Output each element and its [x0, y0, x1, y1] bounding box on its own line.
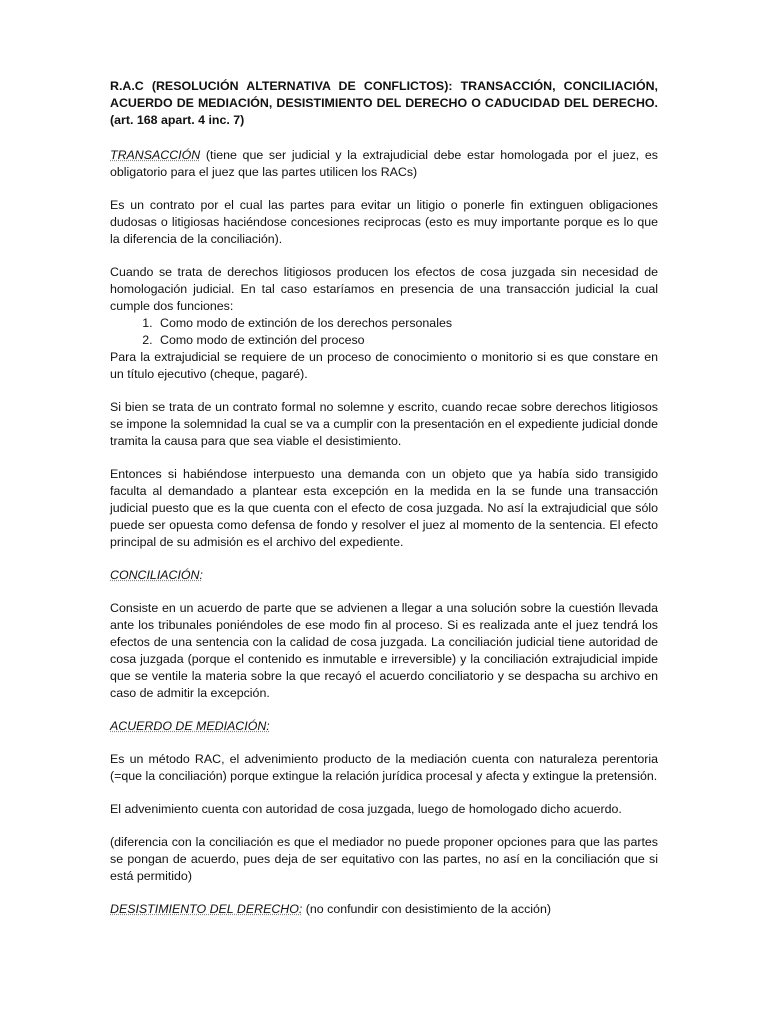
desistimiento-section: [110, 901, 658, 918]
transaccion-functions-list: [110, 315, 658, 349]
transaccion-intro: [110, 147, 658, 181]
list-item: 1. Como modo de extinción de los derechos personales: [156, 315, 658, 332]
mediacion-paragraph-2: El advenimiento cuenta con autoridad de cosa juzgada, luego de homologado dicho acuerdo.: [110, 802, 622, 816]
transaccion-paragraph-5: Entonces si habiéndose interpuesto una demanda con un objeto que ya había sido transigido faculta al demandado a plantear esta excepción en la medida en la se funde una transacción judicial puesto que es la que cuenta con el efecto de cosa juzgada. No así la extrajudicial que sólo puede ser opuesta como defensa de fondo y resolver el juez al momento de la sentencia. El efecto principal de su admisión es el archivo del expediente.: [110, 467, 658, 549]
conciliacion-section: [110, 567, 658, 584]
transaccion-note: (tiene que ser judicial y la extrajudicial debe estar homologada por el juez, es obligatorio para el juez que las partes utilicen los RACs): [110, 148, 658, 179]
transaccion-paragraph-4: Si bien se trata de un contrato formal no solemne y escrito, cuando recae sobre derechos litigiosos se impone la solemnidad la cual se va a cumplir con la presentación en el expediente judicial donde tramita la causa para que sea viable el desistimiento.: [110, 400, 658, 448]
transaccion-paragraph-3: Para la extrajudicial se requiere de un proceso de conocimiento o monitorio si es que constare en un título ejecutivo (cheque, pagaré).: [110, 350, 658, 381]
mediacion-paragraph-3: (diferencia con la conciliación es que el mediador no puede proponer opciones para que las partes se pongan de acuerdo, pues deja de ser equitativo con las partes, no así en la conciliación que si está permitido): [110, 835, 658, 883]
mediacion-paragraph-1: Es un método RAC, el advenimiento producto de la mediación cuenta con naturaleza perentoria (=que la conciliación) porque extingue la relación jurídica procesal y afecta y extingue la pretensión.: [110, 752, 658, 783]
conciliacion-paragraph-1: Consiste en un acuerdo de parte que se advienen a llegar a una solución sobre la cuestión llevada ante los tribunales poniéndoles de ese modo fin al proceso. Si es realizada ante el juez tendrá los efectos de una sentencia con la calidad de cosa juzgada. La conciliación judicial tiene autoridad de cosa juzgada (porque el contenido es inmutable e irreversible) y la conciliación extrajudicial impide que se ventile la materia sobre la que recayó el acuerdo conciliatorio y se despacha su archivo en caso de admitir la excepción.: [110, 601, 658, 700]
desistimiento-heading: DESISTIMIENTO DEL DERECHO:: [110, 902, 303, 916]
list-item: 2. Como modo de extinción del proceso: [156, 332, 658, 349]
title-article-ref: (art. 168 apart. 4 inc. 7): [110, 113, 245, 127]
document-title: [110, 78, 658, 129]
conciliacion-heading: CONCILIACIÓN:: [110, 568, 203, 582]
title-text: R.A.C (RESOLUCIÓN ALTERNATIVA DE CONFLICTOS): TRANSACCIÓN, CONCILIACIÓN, ACUERDO DE MEDIACIÓN, DESISTIMIENTO DEL DERECHO O CADUCIDAD DEL DERECHO.: [110, 79, 658, 110]
document-body: [110, 78, 658, 934]
transaccion-paragraph-2: Cuando se trata de derechos litigiosos producen los efectos de cosa juzgada sin necesidad de homologación judicial. En tal caso estaríamos en presencia de una transacción judicial la cual cumple dos funciones:: [110, 265, 658, 313]
mediacion-heading: ACUERDO DE MEDIACIÓN:: [110, 719, 270, 733]
transaccion-paragraph-1: Es un contrato por el cual las partes para evitar un litigio o ponerle fin extinguen obligaciones dudosas o litigiosas haciéndose concesiones reciprocas (esto es muy importante porque es lo que la diferencia de la conciliación).: [110, 198, 658, 246]
mediacion-section: [110, 718, 658, 735]
desistimiento-note: (no confundir con desistimiento de la acción): [302, 902, 551, 916]
transaccion-heading: TRANSACCIÓN: [110, 148, 201, 162]
